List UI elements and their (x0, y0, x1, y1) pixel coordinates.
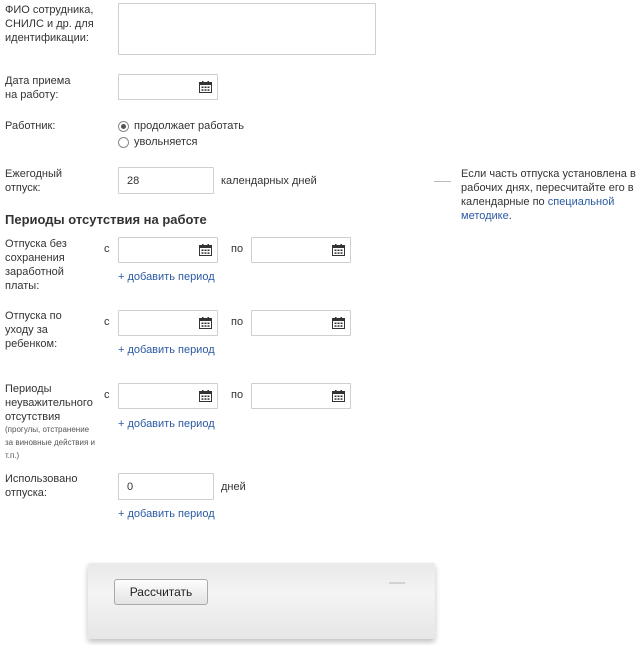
annual-leave-field[interactable] (118, 167, 214, 194)
period-from-label: с (104, 316, 110, 328)
period-to-label: по (231, 316, 244, 328)
hire-date-label: Дата приема на работу: (5, 75, 71, 101)
used-leave-label: Использовано отпуска: (5, 473, 78, 499)
period-from-field[interactable] (118, 383, 218, 409)
radio-continues-label[interactable]: продолжает работать (134, 120, 244, 132)
period-note: (прогулы, отстранение за виновные действия и т.п.) (5, 425, 96, 460)
period-to-label: по (231, 389, 244, 401)
add-period-link[interactable]: + добавить период (118, 271, 215, 283)
add-used-period-link[interactable]: + добавить период (118, 508, 215, 520)
calendar-icon[interactable] (332, 317, 345, 329)
period-from-label: с (104, 389, 110, 401)
used-leave-input[interactable] (119, 474, 213, 499)
calendar-icon[interactable] (199, 81, 212, 93)
period-label: Периоды неуважительного отсутствия (5, 383, 93, 423)
period-from-field[interactable] (118, 310, 218, 336)
calendar-icon[interactable] (199, 390, 212, 402)
used-leave-field[interactable] (118, 473, 214, 500)
absence-heading: Периоды отсутствия на работе (5, 212, 207, 227)
hire-date-field[interactable] (118, 74, 218, 100)
calculate-button[interactable]: Рассчитать (114, 579, 208, 605)
employee-input[interactable] (119, 4, 375, 54)
radio-leaves-label[interactable]: увольняется (134, 136, 198, 148)
annual-leave-label: Ежегодный отпуск: (5, 168, 63, 194)
period-label: Отпуска без сохранения заработной платы: (5, 238, 67, 292)
period-to-field[interactable] (251, 237, 351, 263)
annual-leave-unit: календарных дней (221, 175, 317, 187)
period-from-label: с (104, 243, 110, 255)
calendar-icon[interactable] (199, 244, 212, 256)
period-label: Отпуска по уходу за ребенком: (5, 310, 62, 350)
period-to-field[interactable] (251, 310, 351, 336)
note-divider (434, 181, 451, 182)
radio-continues[interactable] (118, 121, 129, 132)
add-period-link[interactable]: + добавить период (118, 344, 215, 356)
calendar-icon[interactable] (332, 390, 345, 402)
recalc-note-text: Если часть отпуска установлена в рабочих днях, пересчитайте его в календарные по (461, 168, 636, 208)
period-to-label: по (231, 243, 244, 255)
period-to-field[interactable] (251, 383, 351, 409)
panel-decoration (389, 582, 405, 584)
period-from-field[interactable] (118, 237, 218, 263)
used-leave-unit: дней (221, 481, 246, 493)
annual-leave-input[interactable] (119, 168, 213, 193)
recalc-note (461, 167, 639, 223)
add-period-link[interactable]: + добавить период (118, 418, 215, 430)
employee-label: ФИО сотрудника, СНИЛС и др. для идентификации: (5, 4, 94, 44)
employee-field[interactable] (118, 3, 376, 55)
worker-label: Работник: (5, 120, 56, 132)
method-link[interactable]: специальной методике (461, 196, 615, 222)
calendar-icon[interactable] (332, 244, 345, 256)
recalc-note-end: . (508, 210, 512, 222)
calendar-icon[interactable] (199, 317, 212, 329)
radio-leaves[interactable] (118, 137, 129, 148)
